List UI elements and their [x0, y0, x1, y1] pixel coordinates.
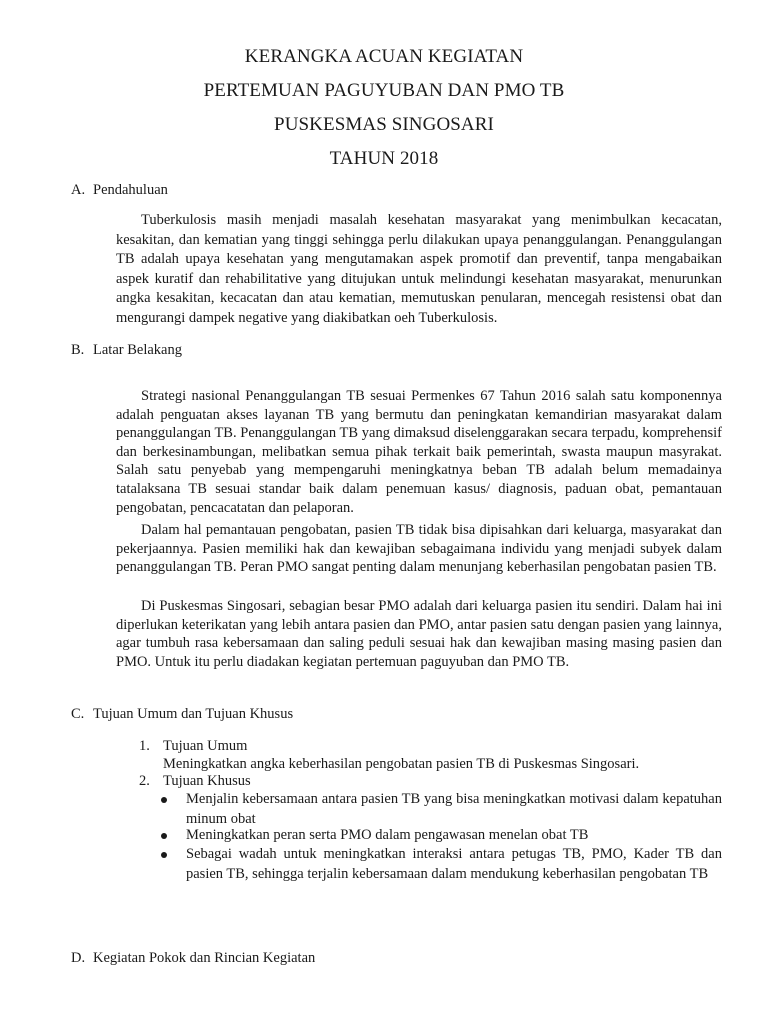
objective-item-2	[139, 773, 251, 790]
title-line-1: KERANGKA ACUAN KEGIATAN	[244, 46, 524, 67]
bullet-icon	[161, 852, 167, 858]
title-line-3: PUSKESMAS SINGOSARI	[274, 114, 494, 135]
section-c-title: Tujuan Umum dan Tujuan Khusus	[93, 706, 294, 722]
section-b-paragraph-3: Di Puskesmas Singosari, sebagian besar PMO adalah dari keluarga pasien itu sendiri. Dalam hai ini diperlukan keterikatan yang lebih antara pasien dan PMO, antar pasien satu dengan pasien yang lainnya, agar tumbuh rasa kebersamaan dan saling peduli sesuai hak dan kewajiban masing masing pasien dan PMO. Untuk itu perlu diadakan kegiatan pertemuan paguyuban dan PMO TB.	[116, 598, 722, 670]
section-b-paragraph-2: Dalam hal pemantauan pengobatan, pasien TB tidak bisa dipisahkan dari keluarga, masyarakat dan pekerjaannya. Pasien memiliki hak dan kewajiban sebagaimana individu yang menjadi subyek dalam penanggulangan TB. Peran PMO sangat penting dalam menunjang keberhasilan pengobatan pasien TB.	[116, 522, 722, 576]
objective-item-1	[139, 738, 247, 755]
section-c-letter: C.	[71, 706, 85, 722]
section-a-letter: A.	[71, 182, 86, 198]
document-title	[0, 40, 768, 176]
objective-item-1-label: Tujuan Umum	[163, 738, 248, 754]
section-a-title: Pendahuluan	[93, 182, 168, 198]
section-b-paragraph-1: Strategi nasional Penanggulangan TB sesuai Permenkes 67 Tahun 2016 salah satu komponennya adalah penguatan akses layanan TB yang bermutu dan peningkatan kemandirian masyarakat dalam penanggulangan TB. Penanggulangan TB yang dimaksud diselenggarakan secara terpadu, komprehensif dan berkesinambungan, melibatkan semua pihak terkait baik pemerintah, swasta maupun masyrakat. Salah satu penyebab yang mempengaruhi meningkatnya beban TB adalah belum memadainya tatalaksana TB sesuai standar baik dalam penemuan kasus/ diagnosis, paduan obat, pemantauan pengobatan, pencacatatan dan pelaporan.	[116, 388, 722, 516]
objective-item-1-number: 1.	[139, 738, 150, 754]
section-a-heading	[71, 182, 168, 199]
bullet-icon	[161, 833, 167, 839]
objective-item-2-number: 2.	[139, 773, 150, 789]
section-a-paragraph: Tuberkulosis masih menjadi masalah kesehatan masyarakat yang menimbulkan kecacatan, kesakitan, dan kematian yang tinggi sehingga perlu dilakukan upaya penanggulangan. Penanggulangan TB adalah upaya kesehatan yang mengutamakan aspek promotif dan preventif, tanpa mengabaikan aspek kuratif dan rehabilitative yang ditujukan untuk melindungi kesehatan masyarakat, menurunkan angka kesakitan, kecacatan dan atau kematian, memutuskan penularan, mencegah resistensi obat dan mengurangi dampek negative yang diakibatkan oeh Tuberkulosis.	[116, 212, 722, 326]
section-d-heading	[71, 950, 315, 967]
section-b-letter: B.	[71, 342, 85, 358]
specific-objective-3: Sebagai wadah untuk meningkatkan interaksi antara petugas TB, PMO, Kader TB dan pasien TB, sehingga terjalin kebersamaan dalam mendukung keberhasilan pengobatan TB	[186, 846, 722, 882]
bullet-icon	[161, 797, 167, 803]
section-d-letter: D.	[71, 950, 86, 966]
section-c-heading	[71, 706, 293, 723]
section-b-title: Latar Belakang	[93, 342, 182, 358]
specific-objective-2: Meningkatkan peran serta PMO dalam pengawasan menelan obat TB	[186, 827, 589, 843]
section-d-title: Kegiatan Pokok dan Rincian Kegiatan	[93, 950, 316, 966]
objective-item-2-label: Tujuan Khusus	[163, 773, 251, 789]
title-line-4: TAHUN 2018	[329, 148, 439, 169]
title-line-2: PERTEMUAN PAGUYUBAN DAN PMO TB	[203, 80, 565, 101]
objective-item-1-text: Meningkatkan angka keberhasilan pengobatan pasien TB di Puskesmas Singosari.	[163, 756, 640, 772]
section-b-heading	[71, 342, 182, 359]
specific-objective-1: Menjalin kebersamaan antara pasien TB yang bisa meningkatkan motivasi dalam kepatuhan minum obat	[186, 791, 722, 827]
